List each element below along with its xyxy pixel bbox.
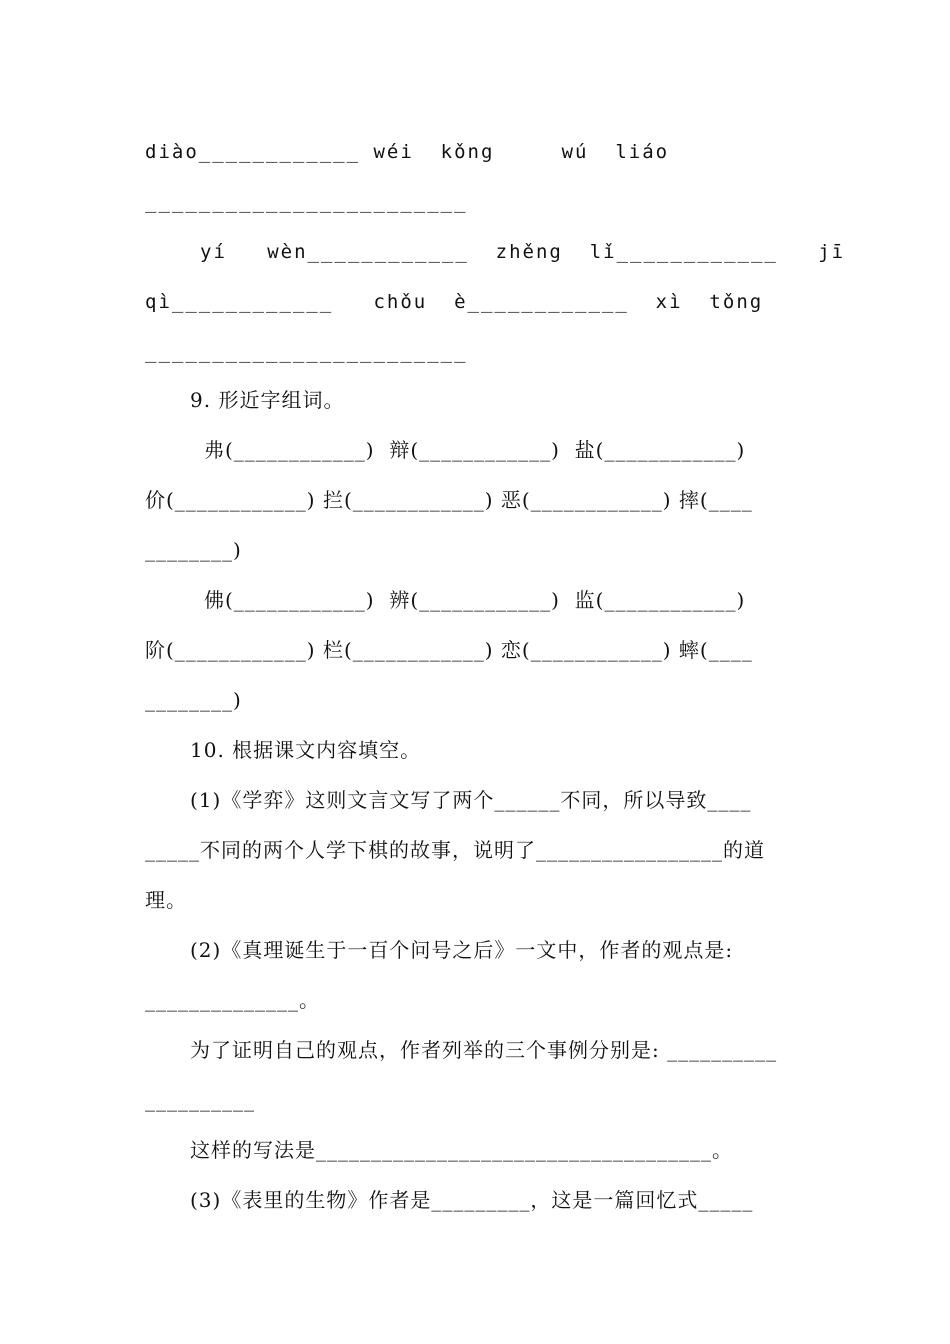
- pinyin-line-1: diào____________ wéi kǒng wú liáo: [145, 141, 670, 163]
- q10-part1-line3: 理。: [145, 888, 187, 912]
- q10-part2-line3: 为了证明自己的观点，作者列举的三个事例分别是: __________: [190, 1038, 778, 1062]
- word-row-4-cont: ________): [145, 688, 242, 712]
- blank-line-1: ________________________: [145, 191, 468, 213]
- word-row-4: 阶(____________) 栏(____________) 恋(____________) 蟀(____: [145, 638, 753, 662]
- q10-part2-line4: __________: [145, 1088, 255, 1112]
- word-row-2-cont: ________): [145, 538, 242, 562]
- pinyin-line-3: qì____________ chǒu è____________ xì tǒng: [145, 291, 764, 313]
- word-row-3: 佛(____________) 辨(____________) 监(____________): [204, 588, 746, 612]
- blank-line-2: ________________________: [145, 341, 468, 363]
- q10-part3-line1: (3)《表里的生物》作者是_________，这是一篇回忆式_____: [190, 1188, 754, 1212]
- q10-part2-line5: 这样的写法是____________________________________。: [190, 1138, 733, 1162]
- q10-part2-line1: (2)《真理诞生于一百个问号之后》一文中，作者的观点是:: [190, 938, 734, 962]
- pinyin-line-2: yí wèn____________ zhěng lǐ____________ jī: [200, 241, 846, 263]
- q10-part1-line2: _____不同的两个人学下棋的故事，说明了_________________的道: [145, 838, 765, 862]
- word-row-1: 弗(____________) 辩(____________) 盐(____________): [204, 438, 746, 462]
- question-10-heading: 10. 根据课文内容填空。: [190, 738, 422, 762]
- q10-part1-line1: (1)《学弈》这则文言文写了两个______不同，所以导致____: [190, 788, 752, 812]
- q10-part2-line2: ______________。: [145, 988, 320, 1012]
- word-row-2: 价(____________) 拦(____________) 恶(____________) 摔(____: [145, 488, 753, 512]
- question-9-heading: 9. 形近字组词。: [190, 388, 345, 412]
